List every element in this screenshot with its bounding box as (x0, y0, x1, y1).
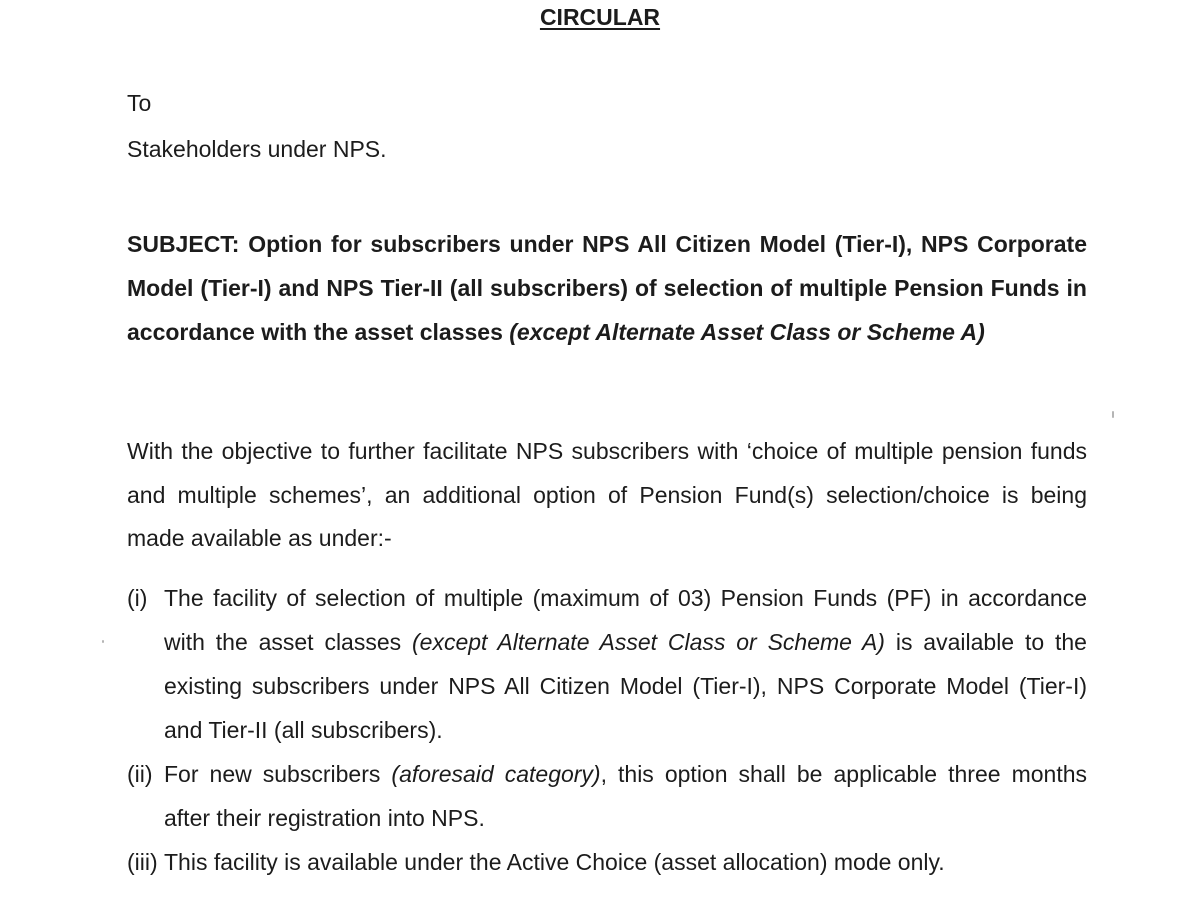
list-item-text-part: The facility of selection of multiple (maximum of 03) Pension Funds (PF) in accordance with the asset classes (164, 585, 1087, 655)
list-item-number: (iii) (127, 849, 158, 875)
to-label: To (127, 90, 152, 116)
list-item-text (164, 840, 1087, 884)
list-item-text-part: For new subscribers (164, 761, 392, 787)
document-title-text: CIRCULAR (539, 4, 661, 30)
list-item (127, 752, 1087, 840)
list-item-text (164, 576, 1087, 752)
list-item-text (164, 752, 1087, 840)
scan-speck (1112, 411, 1114, 418)
subject-text: SUBJECT: Option for subscribers under NPS All Citizen Model (Tier-I), NPS Corporate Model (Tier-I) and NPS Tier-II (all subscribers) of selection of multiple Pension Funds in accordance with the asset classes (127, 231, 1087, 345)
list-item (127, 576, 1087, 752)
list-item-number: (ii) (127, 761, 153, 787)
list-item-text-part: This facility is available under the Active Choice (asset allocation) mode only. (164, 849, 945, 875)
list-item-text-part: is available to the existing subscribers under NPS All Citizen Model (Tier-I), NPS Corporate Model (Tier-I) and Tier-II (all subscribers). (164, 629, 1087, 743)
list-item (127, 840, 1087, 884)
subject-paragraph (127, 222, 1087, 354)
list-item-text-part: , this option shall be applicable three months after their registration into NPS. (164, 761, 1087, 831)
document-title (0, 3, 1200, 31)
intro-paragraph: With the objective to further facilitate NPS subscribers with ‘choice of multiple pension funds and multiple schemes’, an additional option of Pension Fund(s) selection/choice is being made available as under:- (127, 438, 1087, 551)
addressee: Stakeholders under NPS. (127, 136, 387, 162)
list-item-italic: (except Alternate Asset Class or Scheme A) (412, 629, 885, 655)
scan-speck (102, 640, 104, 643)
subject-italic: (except Alternate Asset Class or Scheme A) (509, 319, 985, 345)
list-item-italic: (aforesaid category) (391, 761, 601, 787)
list-item-number: (i) (127, 585, 148, 611)
